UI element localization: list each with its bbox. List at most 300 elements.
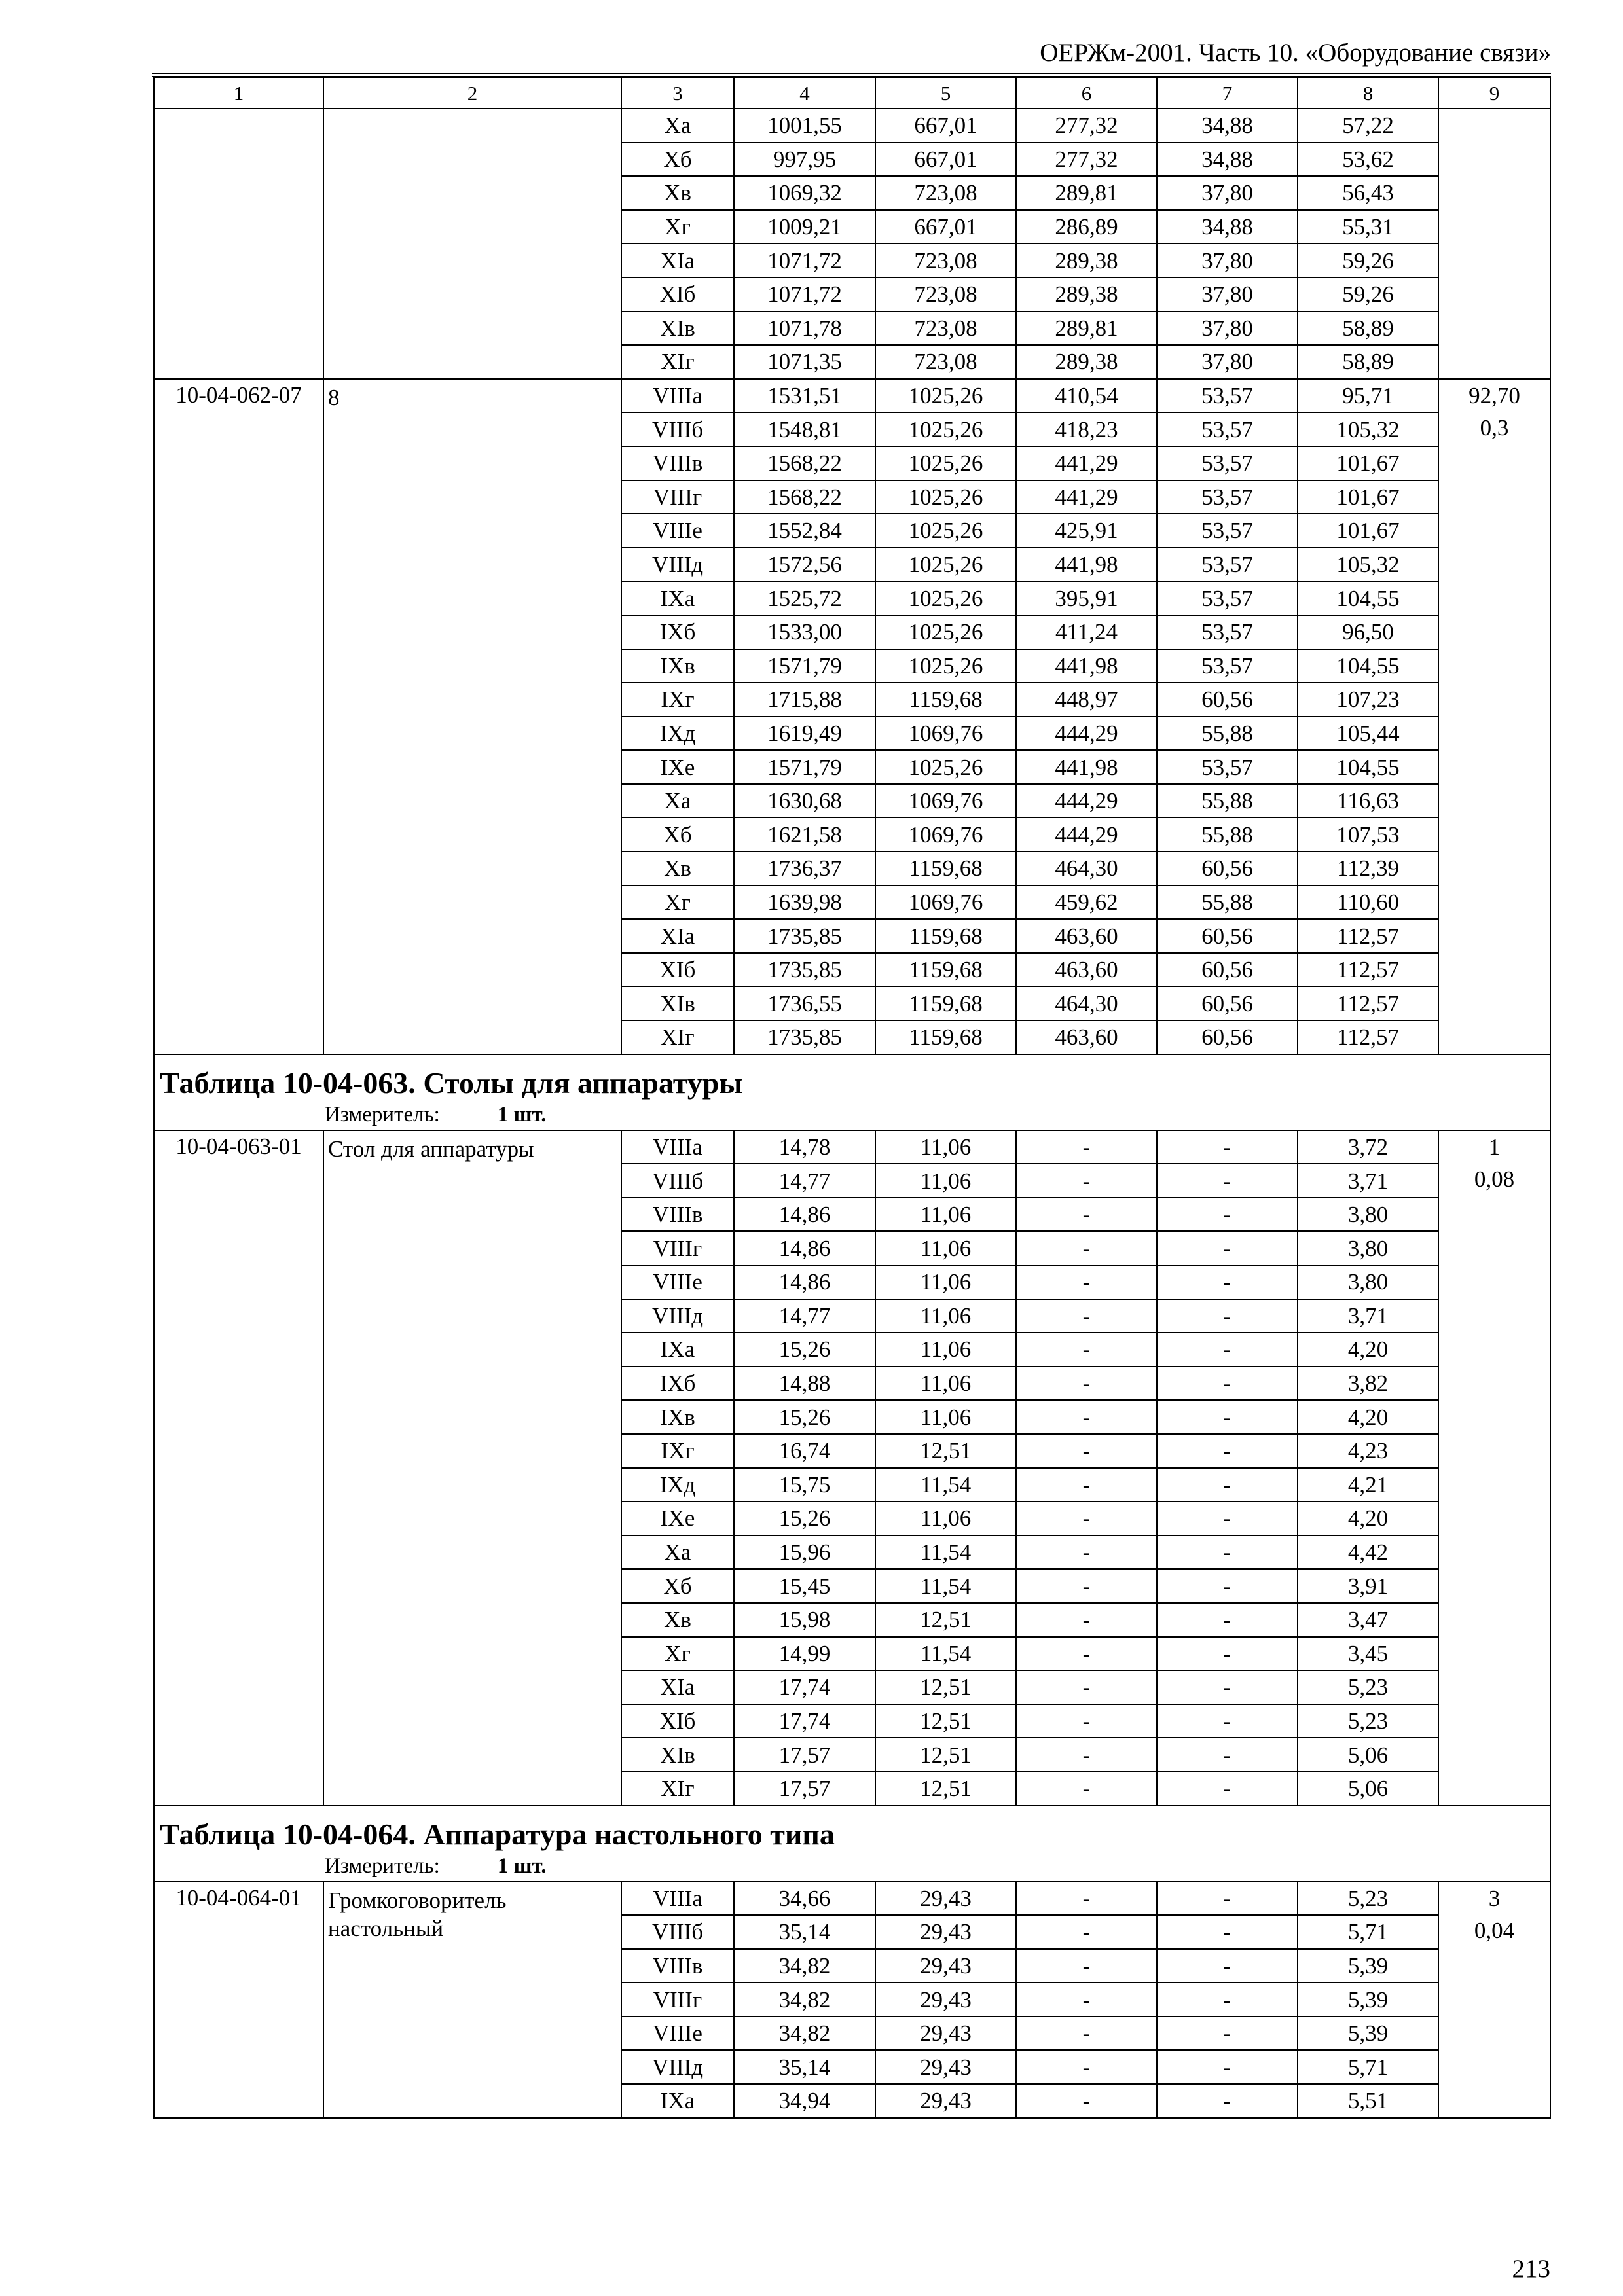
zone-cell: VIIIe	[621, 2017, 734, 2051]
machinist-wages-cell: -	[1157, 1569, 1298, 1603]
machinist-wages-cell: -	[1157, 1535, 1298, 1570]
materials-cell: 112,39	[1298, 852, 1438, 886]
wages-cell: 29,43	[875, 1882, 1016, 1916]
total-cost-cell: 1619,49	[734, 717, 875, 751]
machinist-wages-cell: 53,57	[1157, 379, 1298, 413]
zone-cell: XIв	[621, 986, 734, 1020]
zone-cell: Xa	[621, 784, 734, 818]
total-cost-cell: 17,74	[734, 1670, 875, 1704]
labor-values	[1439, 1131, 1550, 1196]
materials-cell: 4,20	[1298, 1333, 1438, 1367]
machines-cell: -	[1016, 1501, 1157, 1535]
machinist-wages-cell: 53,57	[1157, 514, 1298, 548]
machinist-wages-cell: -	[1157, 1400, 1298, 1434]
machinist-wages-cell: 60,56	[1157, 852, 1298, 886]
wages-cell: 11,06	[875, 1367, 1016, 1401]
column-number: 1	[154, 77, 323, 109]
zone-cell: XIг	[621, 345, 734, 379]
materials-cell: 5,23	[1298, 1670, 1438, 1704]
total-cost-cell: 15,26	[734, 1400, 875, 1434]
machinist-wages-cell: -	[1157, 1915, 1298, 1949]
total-cost-cell: 35,14	[734, 1915, 875, 1949]
zone-cell: VIIIг	[621, 480, 734, 514]
machinist-wages-cell: 37,80	[1157, 278, 1298, 312]
zone-cell: IXд	[621, 1468, 734, 1502]
total-cost-cell: 17,74	[734, 1704, 875, 1738]
wages-cell: 1025,26	[875, 649, 1016, 683]
materials-cell: 101,67	[1298, 446, 1438, 480]
materials-cell: 104,55	[1298, 581, 1438, 615]
table-row	[154, 379, 1550, 413]
machines-cell: -	[1016, 1434, 1157, 1468]
machinist-wages-cell: 53,57	[1157, 412, 1298, 446]
wages-cell: 12,51	[875, 1704, 1016, 1738]
wages-cell: 11,54	[875, 1535, 1016, 1570]
total-cost-cell: 1001,55	[734, 109, 875, 143]
machinist-wages-cell: -	[1157, 1501, 1298, 1535]
total-cost-cell: 15,96	[734, 1535, 875, 1570]
wages-cell: 29,43	[875, 2050, 1016, 2084]
rate-code-cell: 10-04-064-01	[154, 1882, 323, 2118]
machines-cell: -	[1016, 1400, 1157, 1434]
total-cost-cell: 1069,32	[734, 176, 875, 210]
machines-cell: -	[1016, 2050, 1157, 2084]
machines-cell: -	[1016, 1704, 1157, 1738]
column-number: 5	[875, 77, 1016, 109]
wages-cell: 29,43	[875, 2017, 1016, 2051]
table-title-row	[154, 1806, 1550, 1852]
total-cost-cell: 1548,81	[734, 412, 875, 446]
materials-cell: 58,89	[1298, 312, 1438, 346]
machines-cell: 459,62	[1016, 886, 1157, 920]
labor-values	[1439, 380, 1550, 444]
wages-cell: 11,54	[875, 1468, 1016, 1502]
wages-cell: 29,43	[875, 1949, 1016, 1983]
total-cost-cell: 14,86	[734, 1231, 875, 1265]
machines-cell: -	[1016, 1535, 1157, 1570]
machines-cell: 289,38	[1016, 278, 1157, 312]
zone-cell: IXб	[621, 615, 734, 649]
machines-cell: 441,29	[1016, 446, 1157, 480]
wages-cell: 12,51	[875, 1772, 1016, 1806]
labor-value: 0,3	[1480, 415, 1509, 441]
materials-cell: 3,80	[1298, 1265, 1438, 1299]
zone-cell: IXг	[621, 1434, 734, 1468]
total-cost-cell: 1572,56	[734, 548, 875, 582]
labor-value: 1	[1488, 1134, 1501, 1160]
materials-cell: 112,57	[1298, 1020, 1438, 1054]
machines-cell: 463,60	[1016, 919, 1157, 953]
machines-cell: 277,32	[1016, 109, 1157, 143]
wages-cell: 723,08	[875, 278, 1016, 312]
machines-cell: 289,81	[1016, 176, 1157, 210]
wages-cell: 1025,26	[875, 548, 1016, 582]
zone-cell: VIIIб	[621, 1915, 734, 1949]
machinist-wages-cell: 60,56	[1157, 919, 1298, 953]
zone-cell: VIIIв	[621, 446, 734, 480]
machinist-wages-cell: 60,56	[1157, 986, 1298, 1020]
machines-cell: 448,97	[1016, 683, 1157, 717]
total-cost-cell: 14,77	[734, 1299, 875, 1333]
zone-cell: VIIIб	[621, 1164, 734, 1198]
total-cost-cell: 1630,68	[734, 784, 875, 818]
zone-cell: Xб	[621, 143, 734, 177]
table-row	[154, 1882, 1550, 1916]
unit-value: 1 шт.	[497, 1854, 547, 1878]
zone-cell: Xв	[621, 176, 734, 210]
materials-cell: 105,44	[1298, 717, 1438, 751]
machines-cell: -	[1016, 1949, 1157, 1983]
zone-cell: Xв	[621, 852, 734, 886]
total-cost-cell: 1071,72	[734, 243, 875, 278]
machinist-wages-cell: -	[1157, 1231, 1298, 1265]
machines-cell: 441,98	[1016, 750, 1157, 784]
table-title: Таблица 10-04-063. Столы для аппаратуры	[154, 1054, 1550, 1101]
machinist-wages-cell: 37,80	[1157, 176, 1298, 210]
wages-cell: 1159,68	[875, 852, 1016, 886]
materials-cell: 105,32	[1298, 412, 1438, 446]
table-row	[154, 109, 1550, 143]
machines-cell: -	[1016, 1164, 1157, 1198]
total-cost-cell: 1735,85	[734, 953, 875, 987]
column-number: 6	[1016, 77, 1157, 109]
materials-cell: 5,06	[1298, 1772, 1438, 1806]
machinist-wages-cell: -	[1157, 2050, 1298, 2084]
zone-cell: IXe	[621, 1501, 734, 1535]
machinist-wages-cell: 34,88	[1157, 109, 1298, 143]
zone-cell: XIг	[621, 1772, 734, 1806]
machines-cell: 444,29	[1016, 784, 1157, 818]
wages-cell: 1069,76	[875, 886, 1016, 920]
total-cost-cell: 1009,21	[734, 210, 875, 244]
materials-cell: 58,89	[1298, 345, 1438, 379]
labor-cell	[1438, 1882, 1550, 2118]
materials-cell: 116,63	[1298, 784, 1438, 818]
wages-cell: 11,06	[875, 1231, 1016, 1265]
materials-cell: 112,57	[1298, 919, 1438, 953]
total-cost-cell: 1736,55	[734, 986, 875, 1020]
total-cost-cell: 1735,85	[734, 1020, 875, 1054]
total-cost-cell: 34,82	[734, 1949, 875, 1983]
wages-cell: 1025,26	[875, 480, 1016, 514]
wages-cell: 1025,26	[875, 446, 1016, 480]
labor-value: 0,08	[1474, 1166, 1515, 1193]
machinist-wages-cell: 34,88	[1157, 210, 1298, 244]
materials-cell: 5,39	[1298, 1949, 1438, 1983]
machines-cell: 410,54	[1016, 379, 1157, 413]
machinist-wages-cell: -	[1157, 1468, 1298, 1502]
column-number: 8	[1298, 77, 1438, 109]
machines-cell: 411,24	[1016, 615, 1157, 649]
total-cost-cell: 1639,98	[734, 886, 875, 920]
unit-label: Измеритель:	[325, 1103, 440, 1127]
machines-cell: -	[1016, 1367, 1157, 1401]
machinist-wages-cell: -	[1157, 1434, 1298, 1468]
machinist-wages-cell: -	[1157, 2017, 1298, 2051]
materials-cell: 107,53	[1298, 817, 1438, 852]
rate-name-cell: Стол для аппаратуры	[323, 1130, 621, 1806]
materials-cell: 5,39	[1298, 1982, 1438, 2017]
materials-cell: 5,71	[1298, 2050, 1438, 2084]
total-cost-cell: 14,88	[734, 1367, 875, 1401]
total-cost-cell: 1735,85	[734, 919, 875, 953]
materials-cell: 3,72	[1298, 1130, 1438, 1164]
machinist-wages-cell: 34,88	[1157, 143, 1298, 177]
zone-cell: IXe	[621, 750, 734, 784]
materials-cell: 101,67	[1298, 514, 1438, 548]
machinist-wages-cell: -	[1157, 1265, 1298, 1299]
machines-cell: 289,81	[1016, 312, 1157, 346]
total-cost-cell: 1621,58	[734, 817, 875, 852]
machinist-wages-cell: 55,88	[1157, 784, 1298, 818]
rate-code-cell: 10-04-062-07	[154, 379, 323, 1054]
machines-cell: -	[1016, 1603, 1157, 1637]
machines-cell: 441,98	[1016, 548, 1157, 582]
total-cost-cell: 1568,22	[734, 446, 875, 480]
zone-cell: IXг	[621, 683, 734, 717]
total-cost-cell: 1552,84	[734, 514, 875, 548]
wages-cell: 29,43	[875, 2084, 1016, 2118]
materials-cell: 104,55	[1298, 750, 1438, 784]
wages-cell: 12,51	[875, 1434, 1016, 1468]
table-title: Таблица 10-04-064. Аппаратура настольного типа	[154, 1806, 1550, 1852]
unit-label: Измеритель:	[325, 1854, 440, 1878]
materials-cell: 53,62	[1298, 143, 1438, 177]
total-cost-cell: 14,86	[734, 1198, 875, 1232]
materials-cell: 112,57	[1298, 953, 1438, 987]
total-cost-cell: 34,82	[734, 1982, 875, 2017]
zone-cell: IXв	[621, 1400, 734, 1434]
materials-cell: 57,22	[1298, 109, 1438, 143]
machines-cell: -	[1016, 1333, 1157, 1367]
wages-cell: 1069,76	[875, 717, 1016, 751]
zone-cell: IXa	[621, 1333, 734, 1367]
machinist-wages-cell: 53,57	[1157, 581, 1298, 615]
machines-cell: -	[1016, 1882, 1157, 1916]
materials-cell: 101,67	[1298, 480, 1438, 514]
machines-cell: -	[1016, 1130, 1157, 1164]
machinist-wages-cell: 53,57	[1157, 750, 1298, 784]
labor-cell	[1438, 1130, 1550, 1806]
machines-cell: 441,29	[1016, 480, 1157, 514]
zone-cell: VIIIб	[621, 412, 734, 446]
machines-cell: 425,91	[1016, 514, 1157, 548]
running-header: ОЕРЖм-2001. Часть 10. «Оборудование связи»	[1040, 39, 1551, 67]
zone-cell: XIa	[621, 919, 734, 953]
machines-cell: -	[1016, 1198, 1157, 1232]
total-cost-cell: 1531,51	[734, 379, 875, 413]
page-number: 213	[1512, 2255, 1550, 2283]
rate-name-cell: 8	[323, 379, 621, 1054]
machinist-wages-cell: -	[1157, 1738, 1298, 1772]
machines-cell: -	[1016, 2017, 1157, 2051]
zone-cell: IXв	[621, 649, 734, 683]
machines-cell: -	[1016, 1738, 1157, 1772]
machines-cell: 463,60	[1016, 953, 1157, 987]
materials-cell: 112,57	[1298, 986, 1438, 1020]
total-cost-cell: 15,75	[734, 1468, 875, 1502]
wages-cell: 11,06	[875, 1333, 1016, 1367]
unit-cell	[154, 1101, 1550, 1130]
wages-cell: 1159,68	[875, 953, 1016, 987]
wages-cell: 11,06	[875, 1198, 1016, 1232]
machines-cell: -	[1016, 1772, 1157, 1806]
materials-cell: 95,71	[1298, 379, 1438, 413]
total-cost-cell: 1533,00	[734, 615, 875, 649]
zone-cell: VIIIв	[621, 1949, 734, 1983]
zone-cell: VIIIa	[621, 1882, 734, 1916]
total-cost-cell: 15,45	[734, 1569, 875, 1603]
unit-row	[154, 1101, 1550, 1130]
machines-cell: -	[1016, 1670, 1157, 1704]
total-cost-cell: 15,98	[734, 1603, 875, 1637]
machines-cell: 444,29	[1016, 817, 1157, 852]
wages-cell: 11,54	[875, 1637, 1016, 1671]
table-row	[154, 1130, 1550, 1164]
wages-cell: 1025,26	[875, 412, 1016, 446]
machinist-wages-cell: 60,56	[1157, 1020, 1298, 1054]
zone-cell: VIIIг	[621, 1982, 734, 2017]
machines-cell: -	[1016, 1915, 1157, 1949]
column-number: 7	[1157, 77, 1298, 109]
machines-cell: 441,98	[1016, 649, 1157, 683]
wages-cell: 1159,68	[875, 1020, 1016, 1054]
machines-cell: 286,89	[1016, 210, 1157, 244]
machinist-wages-cell: -	[1157, 1949, 1298, 1983]
total-cost-cell: 34,94	[734, 2084, 875, 2118]
zone-cell: XIб	[621, 278, 734, 312]
machinist-wages-cell: -	[1157, 2084, 1298, 2118]
machines-cell: 289,38	[1016, 345, 1157, 379]
total-cost-cell: 17,57	[734, 1738, 875, 1772]
zone-cell: IXa	[621, 2084, 734, 2118]
machines-cell: 464,30	[1016, 986, 1157, 1020]
wages-cell: 667,01	[875, 143, 1016, 177]
total-cost-cell: 15,26	[734, 1333, 875, 1367]
total-cost-cell: 1568,22	[734, 480, 875, 514]
wages-cell: 11,06	[875, 1130, 1016, 1164]
zone-cell: VIIIв	[621, 1198, 734, 1232]
machinist-wages-cell: 37,80	[1157, 312, 1298, 346]
materials-cell: 4,21	[1298, 1468, 1438, 1502]
column-number: 2	[323, 77, 621, 109]
materials-cell: 5,39	[1298, 2017, 1438, 2051]
total-cost-cell: 1071,78	[734, 312, 875, 346]
total-cost-cell: 16,74	[734, 1434, 875, 1468]
machines-cell: -	[1016, 1299, 1157, 1333]
materials-cell: 3,82	[1298, 1367, 1438, 1401]
machinist-wages-cell: -	[1157, 1164, 1298, 1198]
materials-cell: 5,06	[1298, 1738, 1438, 1772]
machinist-wages-cell: 55,88	[1157, 886, 1298, 920]
rate-name-cell: Громкоговоритель настольный	[323, 1882, 621, 2118]
machinist-wages-cell: 55,88	[1157, 817, 1298, 852]
zone-cell: VIIIa	[621, 1130, 734, 1164]
wages-cell: 1025,26	[875, 750, 1016, 784]
wages-cell: 11,06	[875, 1299, 1016, 1333]
materials-cell: 4,42	[1298, 1535, 1438, 1570]
wages-cell: 12,51	[875, 1670, 1016, 1704]
zone-cell: IXa	[621, 581, 734, 615]
zone-cell: VIIIд	[621, 1299, 734, 1333]
norms-table	[153, 77, 1551, 2119]
wages-cell: 1025,26	[875, 514, 1016, 548]
total-cost-cell: 14,77	[734, 1164, 875, 1198]
materials-cell: 56,43	[1298, 176, 1438, 210]
column-number: 9	[1438, 77, 1550, 109]
labor-value: 92,70	[1468, 382, 1520, 408]
wages-cell: 11,54	[875, 1569, 1016, 1603]
total-cost-cell: 1525,72	[734, 581, 875, 615]
wages-cell: 12,51	[875, 1603, 1016, 1637]
labor-cell	[1438, 379, 1550, 1054]
wages-cell: 11,06	[875, 1164, 1016, 1198]
machinist-wages-cell: -	[1157, 1637, 1298, 1671]
unit-row	[154, 1852, 1550, 1882]
table-title-row	[154, 1054, 1550, 1101]
total-cost-cell: 1715,88	[734, 683, 875, 717]
wages-cell: 11,06	[875, 1501, 1016, 1535]
machines-cell: 463,60	[1016, 1020, 1157, 1054]
machines-cell: -	[1016, 1468, 1157, 1502]
materials-cell: 59,26	[1298, 278, 1438, 312]
total-cost-cell: 1571,79	[734, 649, 875, 683]
machines-cell: -	[1016, 1637, 1157, 1671]
wages-cell: 11,06	[875, 1400, 1016, 1434]
machinist-wages-cell: -	[1157, 1367, 1298, 1401]
total-cost-cell: 1071,72	[734, 278, 875, 312]
machinist-wages-cell: -	[1157, 1603, 1298, 1637]
total-cost-cell: 14,78	[734, 1130, 875, 1164]
total-cost-cell: 17,57	[734, 1772, 875, 1806]
machines-cell: -	[1016, 1569, 1157, 1603]
wages-cell: 1069,76	[875, 784, 1016, 818]
materials-cell: 3,47	[1298, 1603, 1438, 1637]
machinist-wages-cell: -	[1157, 1982, 1298, 2017]
materials-cell: 4,20	[1298, 1501, 1438, 1535]
labor-value: 0,04	[1474, 1918, 1515, 1944]
wages-cell: 723,08	[875, 176, 1016, 210]
unit-cell	[154, 1852, 1550, 1882]
materials-cell: 96,50	[1298, 615, 1438, 649]
machines-cell: -	[1016, 1265, 1157, 1299]
zone-cell: VIIIд	[621, 548, 734, 582]
materials-cell: 3,91	[1298, 1569, 1438, 1603]
machinist-wages-cell: -	[1157, 1130, 1298, 1164]
materials-cell: 104,55	[1298, 649, 1438, 683]
wages-cell: 1159,68	[875, 683, 1016, 717]
column-number-row	[154, 77, 1550, 109]
machinist-wages-cell: -	[1157, 1299, 1298, 1333]
materials-cell: 3,71	[1298, 1164, 1438, 1198]
zone-cell: Xг	[621, 210, 734, 244]
zone-cell: VIIIд	[621, 2050, 734, 2084]
machinist-wages-cell: 53,57	[1157, 548, 1298, 582]
machines-cell: 395,91	[1016, 581, 1157, 615]
materials-cell: 107,23	[1298, 683, 1438, 717]
zone-cell: Xб	[621, 1569, 734, 1603]
zone-cell: XIв	[621, 1738, 734, 1772]
materials-cell: 5,23	[1298, 1882, 1438, 1916]
materials-cell: 5,23	[1298, 1704, 1438, 1738]
materials-cell: 4,23	[1298, 1434, 1438, 1468]
materials-cell: 105,32	[1298, 548, 1438, 582]
zone-cell: Xa	[621, 109, 734, 143]
zone-cell: XIб	[621, 953, 734, 987]
machines-cell: -	[1016, 1982, 1157, 2017]
machines-cell: 444,29	[1016, 717, 1157, 751]
total-cost-cell: 1571,79	[734, 750, 875, 784]
